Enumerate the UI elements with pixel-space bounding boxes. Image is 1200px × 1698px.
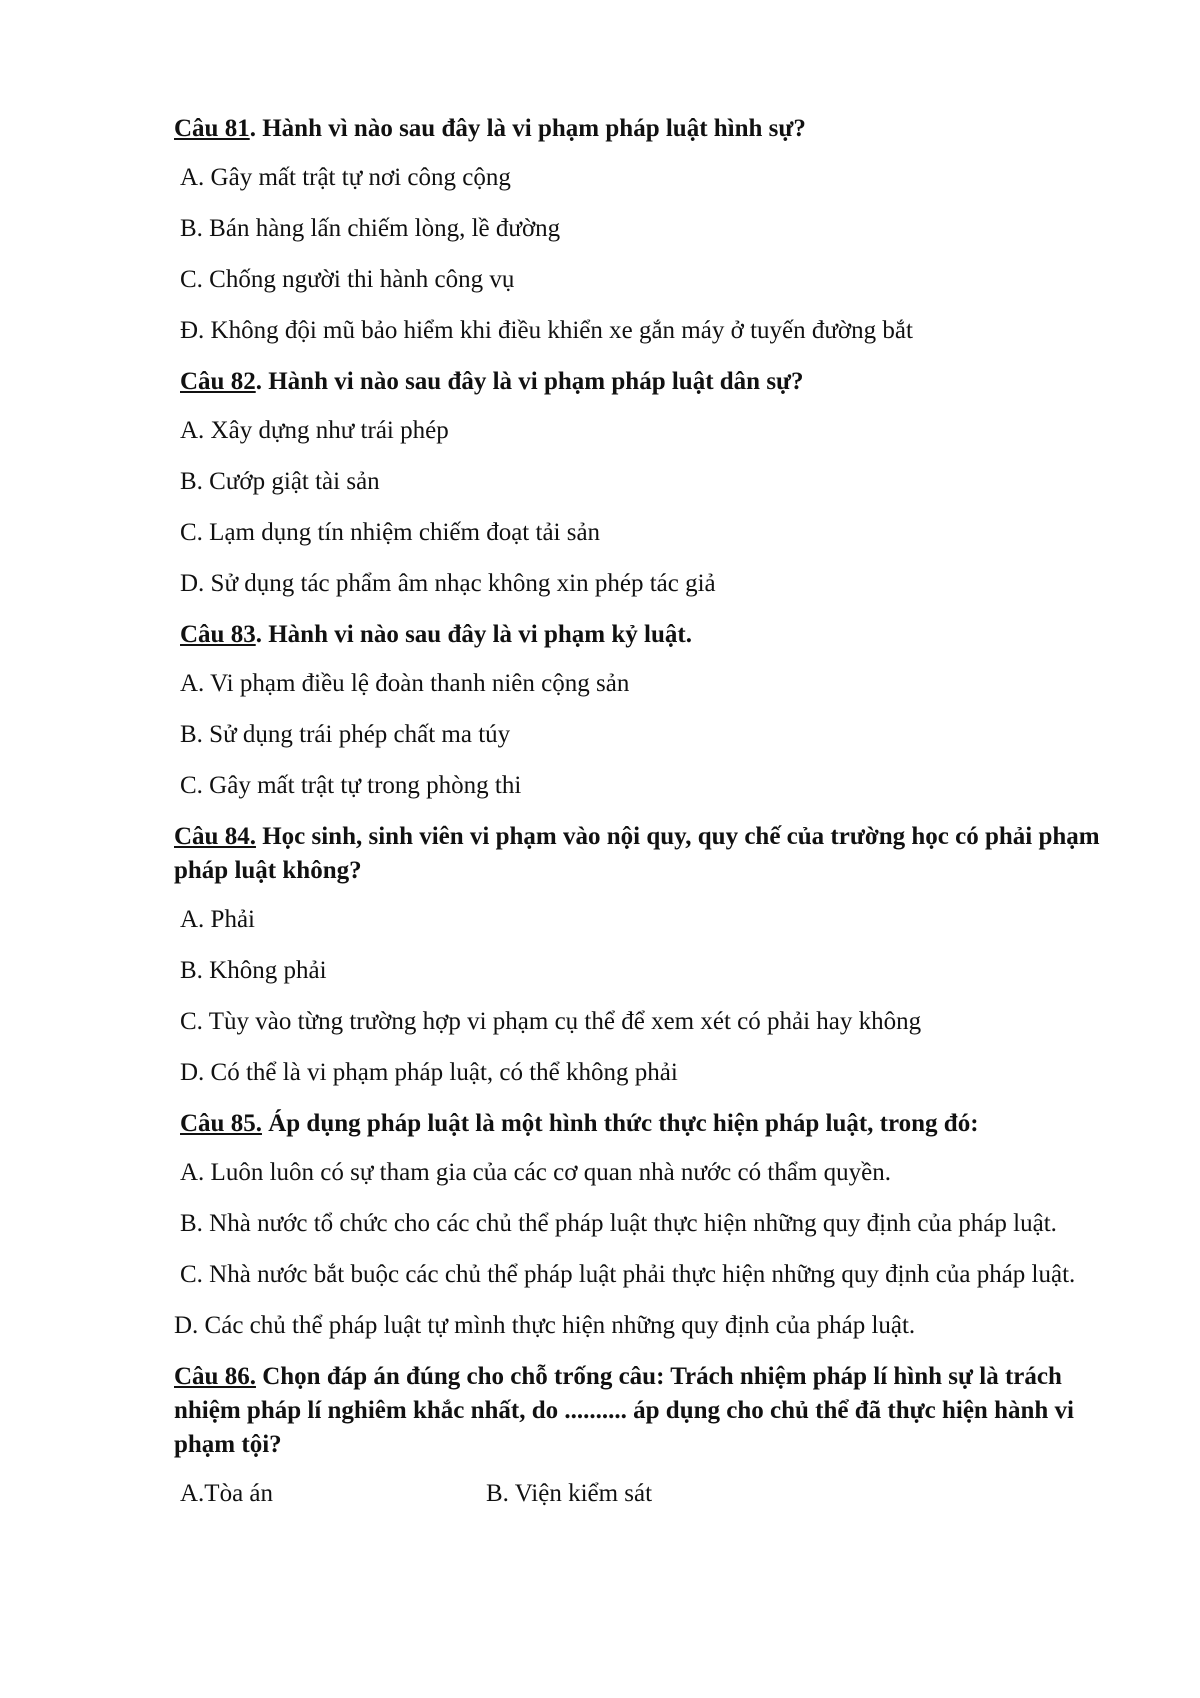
question-text: Học sinh, sinh viên vi phạm vào nội quy, quy chế của trường học có phải phạm pháp luật không? bbox=[174, 823, 1100, 884]
question-title: Câu 83. Hành vi nào sau đây là vi phạm kỷ luật. bbox=[180, 621, 692, 648]
question-82 bbox=[174, 365, 1100, 601]
option-c: C. Chống người thi hành công vụ bbox=[180, 266, 515, 293]
option-a: A. Gây mất trật tự nơi công cộng bbox=[180, 164, 511, 191]
option-c: C. Nhà nước bắt buộc các chủ thể pháp luật phải thực hiện những quy định của pháp luật. bbox=[180, 1261, 1076, 1288]
question-title: Câu 81. Hành vì nào sau đây là vi phạm pháp luật hình sự? bbox=[174, 115, 806, 142]
question-81 bbox=[174, 112, 1100, 348]
option-a: A.Tòa án bbox=[180, 1480, 274, 1507]
question-number: Câu 82 bbox=[180, 368, 256, 395]
question-83 bbox=[174, 618, 1100, 803]
option-b: B. Cướp giật tài sản bbox=[180, 468, 380, 495]
question-title bbox=[174, 820, 1100, 888]
option-b: B. Sử dụng trái phép chất ma túy bbox=[180, 721, 511, 748]
question-text: Hành vi nào sau đây là vi phạm pháp luật dân sự? bbox=[261, 368, 804, 395]
question-text: Hành vi nào sau đây là vi phạm kỷ luật. bbox=[261, 621, 692, 648]
option-d: D. Có thể là vi phạm pháp luật, có thể không phải bbox=[180, 1059, 678, 1086]
option-b: B. Bán hàng lấn chiếm lòng, lề đường bbox=[180, 215, 561, 242]
option-a: A. Luôn luôn có sự tham gia của các cơ quan nhà nước có thẩm quyền. bbox=[180, 1159, 891, 1186]
option-a: A. Xây dựng như trái phép bbox=[180, 417, 449, 444]
option-b: B. Nhà nước tổ chức cho các chủ thể pháp luật thực hiện những quy định của pháp luật. bbox=[180, 1210, 1057, 1237]
question-title bbox=[174, 1107, 1100, 1141]
option-d: D. Các chủ thể pháp luật tự mình thực hiện những quy định của pháp luật. bbox=[174, 1312, 916, 1339]
question-number: Câu 84. bbox=[174, 823, 256, 850]
option-c: C. Tùy vào từng trường hợp vi phạm cụ thể để xem xét có phải hay không bbox=[180, 1008, 922, 1035]
question-text: Chọn đáp án đúng cho chỗ trống câu: Trách nhiệm pháp lí hình sự là trách nhiệm pháp lí nghiêm khắc nhất, do .......... áp dụng cho chủ thể đã thực hiện hành vi phạm tội? bbox=[174, 1363, 1074, 1458]
options-row bbox=[174, 1477, 1100, 1511]
option-b: B. Viện kiểm sát bbox=[486, 1480, 653, 1507]
option-c: C. Lạm dụng tín nhiệm chiếm đoạt tải sản bbox=[180, 519, 601, 546]
question-84 bbox=[174, 820, 1100, 1090]
question-number: Câu 86. bbox=[174, 1363, 256, 1390]
option-c: C. Gây mất trật tự trong phòng thi bbox=[180, 772, 522, 799]
option-b: B. Không phải bbox=[180, 957, 327, 984]
option-d: Đ. Không đội mũ bảo hiểm khi điều khiển xe gắn máy ở tuyến đường bắt bbox=[180, 317, 913, 344]
question-number: Câu 81 bbox=[174, 115, 250, 142]
option-a: A. Vi phạm điều lệ đoàn thanh niên cộng sản bbox=[180, 670, 630, 697]
question-number: Câu 83 bbox=[180, 621, 256, 648]
question-number: Câu 85. bbox=[180, 1110, 262, 1137]
question-title: Câu 82. Hành vi nào sau đây là vi phạm pháp luật dân sự? bbox=[180, 368, 804, 395]
question-85 bbox=[174, 1107, 1100, 1343]
question-text: Hành vì nào sau đây là vi phạm pháp luật hình sự? bbox=[255, 115, 806, 142]
option-a: A. Phải bbox=[180, 906, 255, 933]
question-86 bbox=[174, 1360, 1100, 1511]
question-text: Áp dụng pháp luật là một hình thức thực hiện pháp luật, trong đó: bbox=[261, 1110, 979, 1137]
question-title bbox=[174, 1360, 1100, 1462]
option-d: D. Sử dụng tác phẩm âm nhạc không xin phép tác giả bbox=[180, 570, 716, 597]
